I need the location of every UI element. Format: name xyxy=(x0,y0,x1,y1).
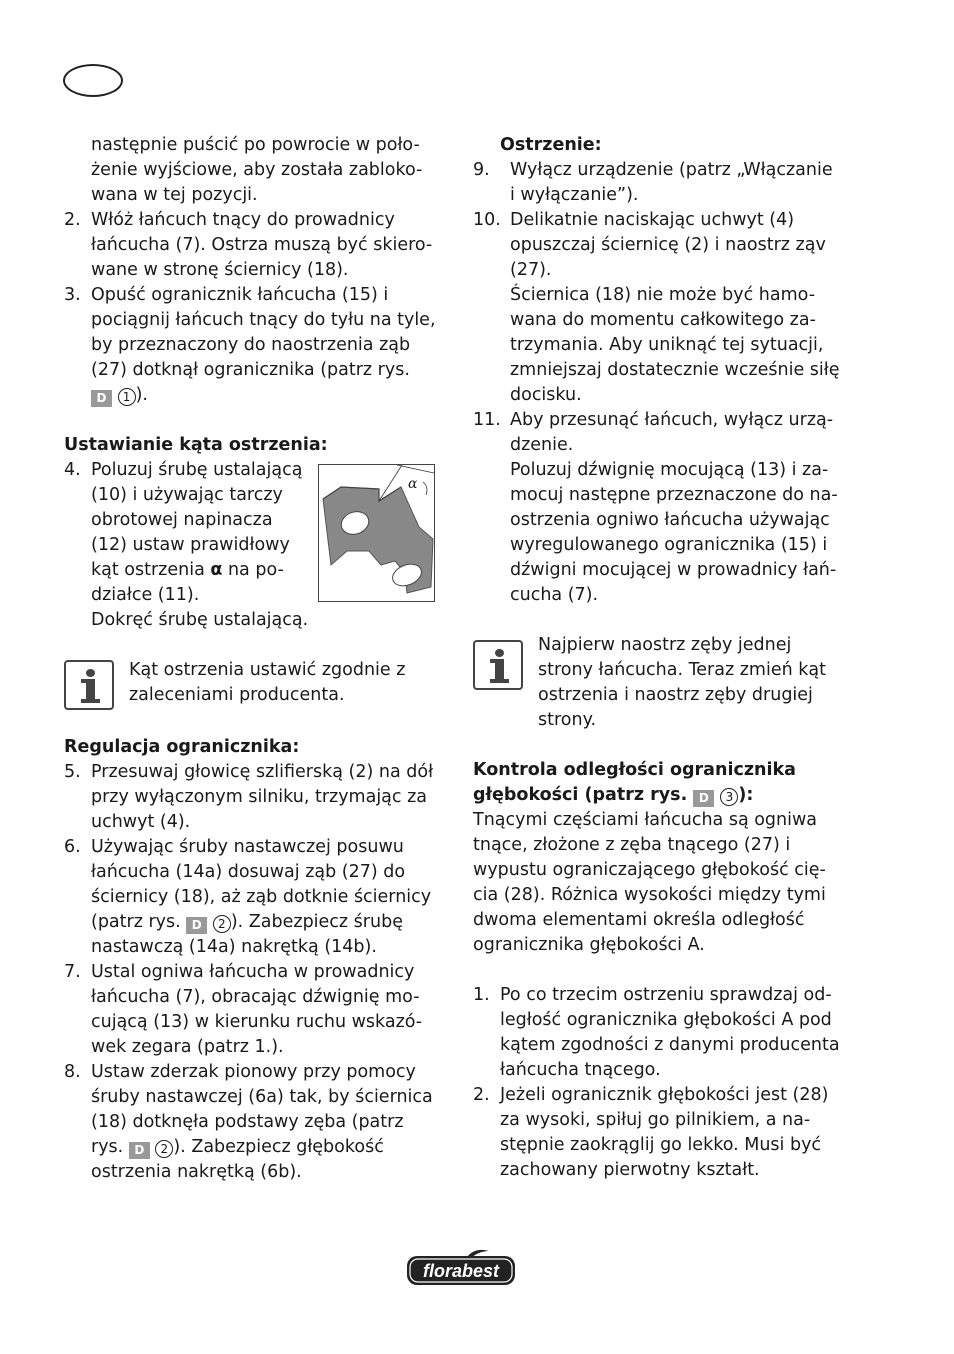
text-line: (27). xyxy=(510,260,552,280)
heading-sharpening: Ostrzenie: xyxy=(500,135,602,155)
item-number: 8. xyxy=(64,1062,81,1082)
info-icon xyxy=(473,640,523,690)
text-line: strony. xyxy=(538,710,597,730)
text-line: dzenie. xyxy=(510,435,574,455)
depth-item-1 xyxy=(473,983,863,1083)
item-number: 11. xyxy=(473,410,501,430)
list-item-3 xyxy=(64,283,449,408)
text-fragment: ): xyxy=(738,785,754,805)
text-line: wypustu ograniczającego głębokość cię- xyxy=(473,860,826,880)
text-line: Przesuwaj głowicę szlifierską (2) na dół xyxy=(91,762,434,782)
text-fragment: ). Zabezpiecz śrubę xyxy=(230,912,403,932)
heading-depth-control: Kontrola odległości ogranicznika xyxy=(473,760,796,780)
florabest-logo xyxy=(405,1249,517,1287)
text-line: mocuj następne przeznaczone do na- xyxy=(510,485,838,505)
text-line: łańcucha (7), obracając dźwignię mo- xyxy=(91,987,420,1007)
text-line: cującą (13) w kierunku ruchu wskazó- xyxy=(91,1012,423,1032)
text-line: Tnącymi częściami łańcucha są ogniwa xyxy=(473,810,818,830)
list-item-6 xyxy=(64,835,449,960)
text-fragment: ). xyxy=(135,385,148,405)
text-fragment: kąt ostrzenia xyxy=(91,560,211,580)
text-line: strony łańcucha. Teraz zmień kąt xyxy=(538,660,826,680)
heading-depth-control-2 xyxy=(473,783,863,808)
text-line: Ściernica (18) nie może być hamo- xyxy=(510,285,816,305)
text-line: Dokręć śrubę ustalającą. xyxy=(91,610,309,630)
text-line: Włóż łańcuch tnący do prowadnicy xyxy=(91,210,395,230)
list-item-8 xyxy=(64,1060,449,1185)
text-line: Poluzuj dźwignię mocującą (13) i za- xyxy=(510,460,829,480)
text-line: za wysoki, spiłuj go pilnikiem, a na- xyxy=(500,1110,811,1130)
item-number: 6. xyxy=(64,837,81,857)
item-number: 5. xyxy=(64,762,81,782)
text-line: nastawczą (14a) nakrętką (14b). xyxy=(91,937,377,957)
text-line: żenie wyjściowe, aby została zabloko- xyxy=(91,160,423,180)
heading-angle: Ustawianie kąta ostrzenia: xyxy=(64,435,328,455)
text-line: Najpierw naostrz zęby jednej xyxy=(538,635,792,655)
text-line: ogranicznika głębokości A. xyxy=(473,935,705,955)
item-number: 2. xyxy=(64,210,81,230)
text-line: (12) ustaw prawidłowy xyxy=(91,535,290,555)
text-fragment: głębokości (patrz rys. xyxy=(473,785,694,805)
text-fragment: ). Zabezpiecz głębokość xyxy=(173,1137,384,1157)
text-line xyxy=(91,383,449,408)
circled-number: 2 xyxy=(213,915,231,933)
text-line: łańcucha (7). Ostrza muszą być skiero- xyxy=(91,235,433,255)
heading-regulation: Regulacja ogranicznika: xyxy=(64,737,300,757)
list-item-2 xyxy=(64,208,449,283)
figure-d-badge: D xyxy=(91,390,112,407)
text-fragment: rys. xyxy=(91,1137,129,1157)
figure-d-badge: D xyxy=(693,790,714,807)
text-line: Po co trzecim ostrzeniu sprawdzaj od- xyxy=(500,985,832,1005)
text-line: wek zegara (patrz 1.). xyxy=(91,1037,284,1057)
text-line: opuszczaj ściernicę (2) i naostrz ząv xyxy=(510,235,826,255)
text-line: następnie puścić po powrocie w poło- xyxy=(91,135,420,155)
text-line: stępnie zaokrąglij go lekko. Musi być xyxy=(500,1135,822,1155)
text-line: Ustal ogniwa łańcucha w prowadnicy xyxy=(91,962,415,982)
item-number: 7. xyxy=(64,962,81,982)
text-line: (10) i używając tarczy xyxy=(91,485,283,505)
language-marker-oval xyxy=(63,64,123,97)
text-line: ściernicy (18), aż ząb dotknie ściernicy xyxy=(91,887,432,907)
circled-number: 2 xyxy=(155,1140,173,1158)
text-line: przy wyłączonym silniku, trzymając za xyxy=(91,787,428,807)
figure-d-badge: D xyxy=(129,1142,150,1159)
item1-continuation xyxy=(64,133,449,208)
text-line: łańcucha tnącego. xyxy=(500,1060,661,1080)
text-line: ległość ogranicznika głębokości A pod xyxy=(500,1010,832,1030)
text-fragment: (patrz rys. xyxy=(91,912,187,932)
text-line: Ustaw zderzak pionowy przy pomocy xyxy=(91,1062,416,1082)
list-item-5 xyxy=(64,760,449,835)
text-line: Kąt ostrzenia ustawić zgodnie z xyxy=(129,660,406,680)
text-line: by przeznaczony do naostrzenia ząb xyxy=(91,335,411,355)
figure-d-badge: D xyxy=(186,917,207,934)
text-line: tnące, złożone z zęba tnącego (27) i xyxy=(473,835,791,855)
text-line: wana w tej pozycji. xyxy=(91,185,258,205)
alpha-symbol: α xyxy=(210,560,223,580)
text-line: Poluzuj śrubę ustalającą xyxy=(91,460,303,480)
item-number: 9. xyxy=(473,160,490,180)
item-number: 10. xyxy=(473,210,501,230)
text-line: ostrzenia nakrętką (6b). xyxy=(91,1162,302,1182)
text-line: cia (28). Różnica wysokości między tymi xyxy=(473,885,826,905)
text-line: dwoma elementami określa odległość xyxy=(473,910,805,930)
text-line: pociągnij łańcuch tnący do tyłu na tyle, xyxy=(91,310,436,330)
text-line xyxy=(91,910,449,935)
text-line: trzymania. Aby uniknąć tej sytuacji, xyxy=(510,335,824,355)
text-line: Opuść ogranicznik łańcucha (15) i xyxy=(91,285,389,305)
info-note-1 xyxy=(64,658,449,710)
item-number: 4. xyxy=(64,460,81,480)
text-line: śruby nastawczej (6a) tak, by ściernica xyxy=(91,1087,433,1107)
text-line: wyregulowanego ogranicznika (15) i xyxy=(510,535,828,555)
text-fragment: na po- xyxy=(222,560,284,580)
text-line: Aby przesunąć łańcuch, wyłącz urzą- xyxy=(510,410,834,430)
depth-item-2 xyxy=(473,1083,863,1183)
text-line: zachowany pierwotny kształt. xyxy=(500,1160,760,1180)
text-line: wane w stronę ściernicy (18). xyxy=(91,260,349,280)
text-line: wana do momentu całkowitego za- xyxy=(510,310,816,330)
circled-number: 1 xyxy=(118,388,136,406)
info-note-2 xyxy=(473,633,863,733)
info-icon xyxy=(64,660,114,710)
text-line: kątem zgodności z danymi producenta xyxy=(500,1035,840,1055)
item-number: 3. xyxy=(64,285,81,305)
text-line: i wyłączanie”). xyxy=(510,185,639,205)
list-item-11 xyxy=(473,408,863,608)
text-line: obrotowej napinacza xyxy=(91,510,273,530)
text-line: dźwigni mocującej w prowadnicy łań- xyxy=(510,560,837,580)
text-line: uchwyt (4). xyxy=(91,812,191,832)
logo-text: florabest xyxy=(422,1261,500,1281)
circled-number: 3 xyxy=(720,788,738,806)
text-line: Delikatnie naciskając uchwyt (4) xyxy=(510,210,795,230)
text-line: Wyłącz urządzenie (patrz „Włączanie xyxy=(510,160,833,180)
left-column xyxy=(64,133,449,1185)
text-line: ostrzenia ogniwo łańcucha używając xyxy=(510,510,830,530)
angle-alpha-label: α xyxy=(408,476,418,492)
text-line: ostrzenia i naostrz zęby drugiej xyxy=(538,685,813,705)
text-line: Używając śruby nastawczej posuwu xyxy=(91,837,404,857)
text-line: łańcucha (14a) dosuwaj ząb (27) do xyxy=(91,862,406,882)
text-line: działce (11). xyxy=(91,585,200,605)
text-line: (18) dotknęła podstawy zęba (patrz xyxy=(91,1112,404,1132)
right-column xyxy=(473,133,863,1183)
text-line: zaleceniami producenta. xyxy=(129,685,345,705)
chain-angle-diagram xyxy=(318,464,435,602)
item-number: 1. xyxy=(473,985,490,1005)
text-line: zmniejszaj dostatecznie wcześnie siłę xyxy=(510,360,840,380)
list-item-7 xyxy=(64,960,449,1060)
text-line: cucha (7). xyxy=(510,585,599,605)
list-item-10 xyxy=(473,208,863,408)
item-number: 2. xyxy=(473,1085,490,1105)
text-line: (27) dotknął ogranicznika (patrz rys. xyxy=(91,360,410,380)
text-line xyxy=(91,1135,449,1160)
list-item-9 xyxy=(473,158,863,208)
text-line: docisku. xyxy=(510,385,582,405)
chain-link-drawing xyxy=(319,465,434,601)
depth-paragraph xyxy=(473,808,863,958)
text-line: Jeżeli ogranicznik głębokości jest (28) xyxy=(500,1085,829,1105)
